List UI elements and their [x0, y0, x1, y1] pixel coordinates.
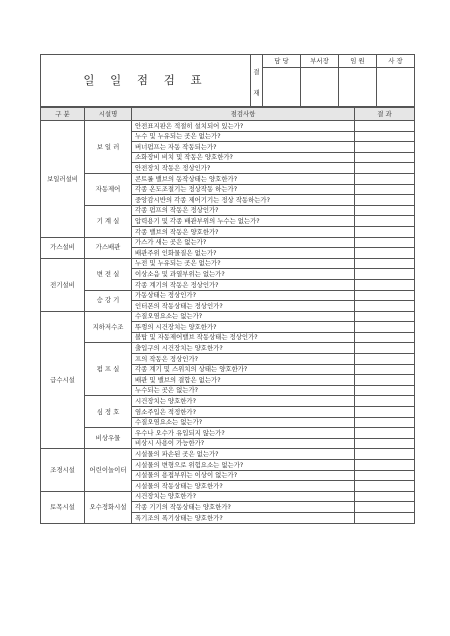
result-cell[interactable]: [355, 269, 415, 280]
check-item: 누수 및 누유되는 곳은 없는가?: [132, 131, 355, 142]
page-title: 일 일 점 검 표: [41, 55, 251, 107]
result-cell[interactable]: [355, 258, 415, 269]
result-cell[interactable]: [355, 438, 415, 449]
check-item: 각종 온도조절기는 정상작동 하는가?: [132, 184, 355, 195]
facility-cell: 지하저수조: [85, 311, 132, 343]
check-item: 소화장비 비치 및 작동은 양호한가?: [132, 152, 355, 163]
check-item: 누전 및 누유되는 곳은 없는가?: [132, 258, 355, 269]
category-cell: 가스설비: [41, 237, 85, 258]
check-item: 가동상태는 정상인가?: [132, 290, 355, 301]
column-header-facility: 시설명: [85, 108, 132, 121]
result-cell[interactable]: [355, 364, 415, 375]
check-item: 염소주입은 적정한가?: [132, 407, 355, 418]
result-cell[interactable]: [355, 195, 415, 206]
category-cell: 토목시설: [41, 491, 85, 523]
table-row: [41, 428, 415, 439]
check-item: 버너펌프는 자동 작동되는가?: [132, 142, 355, 153]
check-item: 배관주위 인화물질은 없는가?: [132, 248, 355, 259]
result-cell[interactable]: [355, 290, 415, 301]
column-header-row: [41, 108, 415, 121]
approval-role: 사 장: [377, 55, 415, 68]
facility-cell: 오수정화시설: [85, 491, 132, 523]
facility-cell: 비상우물: [85, 428, 132, 449]
result-cell[interactable]: [355, 375, 415, 386]
table-row: [41, 491, 415, 502]
check-item: 시설물의 변형으로 위험요소는 없는가?: [132, 460, 355, 471]
check-item: 인터폰의 작동상태는 정상인가?: [132, 301, 355, 312]
result-cell[interactable]: [355, 216, 415, 227]
table-row: [41, 396, 415, 407]
facility-cell: 변 전 실: [85, 258, 132, 290]
result-cell[interactable]: [355, 173, 415, 184]
check-item: 시설물의 파손된 곳은 없는가?: [132, 449, 355, 460]
table-row: [41, 121, 415, 132]
result-cell[interactable]: [355, 301, 415, 312]
result-cell[interactable]: [355, 152, 415, 163]
check-item: 시설물의 작동상태는 양호한가?: [132, 481, 355, 492]
result-cell[interactable]: [355, 131, 415, 142]
result-cell[interactable]: [355, 248, 415, 259]
result-cell[interactable]: [355, 332, 415, 343]
check-item: 수질오염요소는 없는가?: [132, 311, 355, 322]
table-row: [41, 449, 415, 460]
table-row: [41, 173, 415, 184]
checklist-table: [40, 107, 415, 524]
approval-label-bottom: 재: [253, 88, 260, 97]
category-cell: 급수시설: [41, 311, 85, 449]
result-cell[interactable]: [355, 512, 415, 523]
check-item: 프의 작동은 정상인가?: [132, 354, 355, 365]
check-item: 누수되는 곳은 없는가?: [132, 385, 355, 396]
result-cell[interactable]: [355, 460, 415, 471]
signature-box[interactable]: [339, 67, 377, 106]
check-item: 각종 펌프의 작동은 정상인가?: [132, 205, 355, 216]
result-cell[interactable]: [355, 343, 415, 354]
result-cell[interactable]: [355, 470, 415, 481]
approval-role: 부서장: [301, 55, 339, 68]
result-cell[interactable]: [355, 279, 415, 290]
result-cell[interactable]: [355, 491, 415, 502]
check-item: 시설물의 용접부위는 이상이 없는가?: [132, 470, 355, 481]
result-cell[interactable]: [355, 142, 415, 153]
check-item: 우수나 오수가 유입되지 않는가?: [132, 428, 355, 439]
column-header-check-items: 점검사항: [132, 108, 355, 121]
result-cell[interactable]: [355, 163, 415, 174]
check-item: 이상소음 및 과열부위는 없는가?: [132, 269, 355, 280]
table-row: [41, 290, 415, 301]
approval-label: [251, 55, 263, 107]
facility-cell: 자동제어: [85, 173, 132, 205]
check-item: 시건장치는 양호한가?: [132, 491, 355, 502]
category-cell: 전기설비: [41, 258, 85, 311]
column-header-category: 구 분: [41, 108, 85, 121]
check-item: 가스가 새는 곳은 없는가?: [132, 237, 355, 248]
result-cell[interactable]: [355, 237, 415, 248]
check-item: 시건장치는 양호한가?: [132, 396, 355, 407]
check-item: 출입구의 시건장치는 양호한가?: [132, 343, 355, 354]
facility-cell: 승 강 기: [85, 290, 132, 311]
check-item: 콘트롤 밸브의 동작상태는 양호한가?: [132, 173, 355, 184]
check-item: 볼탑 및 자동제어밸브 작동상태는 정상인가?: [132, 332, 355, 343]
signature-box[interactable]: [301, 67, 339, 106]
check-item: 압력용기 및 각종 배관부위의 누수는 없는가?: [132, 216, 355, 227]
result-cell[interactable]: [355, 481, 415, 492]
check-item: 각종 계기 및 스위치의 상태는 양호한가?: [132, 364, 355, 375]
facility-cell: 어린이놀이터: [85, 449, 132, 491]
check-item: 뚜껑의 시건장치는 양호한가?: [132, 322, 355, 333]
facility-cell: 가스배관: [85, 237, 132, 258]
facility-cell: 기 계 실: [85, 205, 132, 237]
result-cell[interactable]: [355, 354, 415, 365]
check-item: 비상시 사용이 가능한가?: [132, 438, 355, 449]
check-item: 수질오염요소는 없는가?: [132, 417, 355, 428]
result-cell[interactable]: [355, 396, 415, 407]
check-item: 안전표지판은 적절히 설치되어 있는가?: [132, 121, 355, 132]
check-item: 폭기조의 폭기상태는 양호한가?: [132, 512, 355, 523]
result-cell[interactable]: [355, 226, 415, 237]
check-item: 각종 밸브의 작동은 양호한가?: [132, 226, 355, 237]
result-cell[interactable]: [355, 205, 415, 216]
table-row: [41, 311, 415, 322]
result-cell[interactable]: [355, 449, 415, 460]
result-cell[interactable]: [355, 428, 415, 439]
approval-label-top: 결: [253, 68, 260, 77]
result-cell[interactable]: [355, 322, 415, 333]
facility-cell: 펌 프 실: [85, 343, 132, 396]
check-item: 각종 기기의 작동상태는 양호한가?: [132, 502, 355, 513]
signature-box[interactable]: [377, 67, 415, 106]
table-row: [41, 237, 415, 248]
category-cell: 조경시설: [41, 449, 85, 491]
result-cell[interactable]: [355, 502, 415, 513]
result-cell[interactable]: [355, 417, 415, 428]
table-row: [41, 205, 415, 216]
result-cell[interactable]: [355, 385, 415, 396]
approval-role: 임 원: [339, 55, 377, 68]
check-item: 중앙감시반의 각종 제어기기는 정상 작동하는가?: [132, 195, 355, 206]
table-row: [41, 258, 415, 269]
signature-box[interactable]: [263, 67, 301, 106]
result-cell[interactable]: [355, 121, 415, 132]
result-cell[interactable]: [355, 311, 415, 322]
column-header-result: 결 과: [355, 108, 415, 121]
header-table: [40, 54, 415, 107]
result-cell[interactable]: [355, 184, 415, 195]
facility-cell: 보 일 러: [85, 121, 132, 174]
result-cell[interactable]: [355, 407, 415, 418]
approval-role: 담 당: [263, 55, 301, 68]
table-row: [41, 343, 415, 354]
check-item: 각종 계기의 작동은 정상인가?: [132, 279, 355, 290]
inspection-sheet: [40, 54, 414, 524]
check-item: 배관 및 밸브의 결합은 없는가?: [132, 375, 355, 386]
category-cell: 보일러설비: [41, 121, 85, 238]
check-item: 안전장치 작동은 정상인가?: [132, 163, 355, 174]
facility-cell: 심 정 호: [85, 396, 132, 428]
